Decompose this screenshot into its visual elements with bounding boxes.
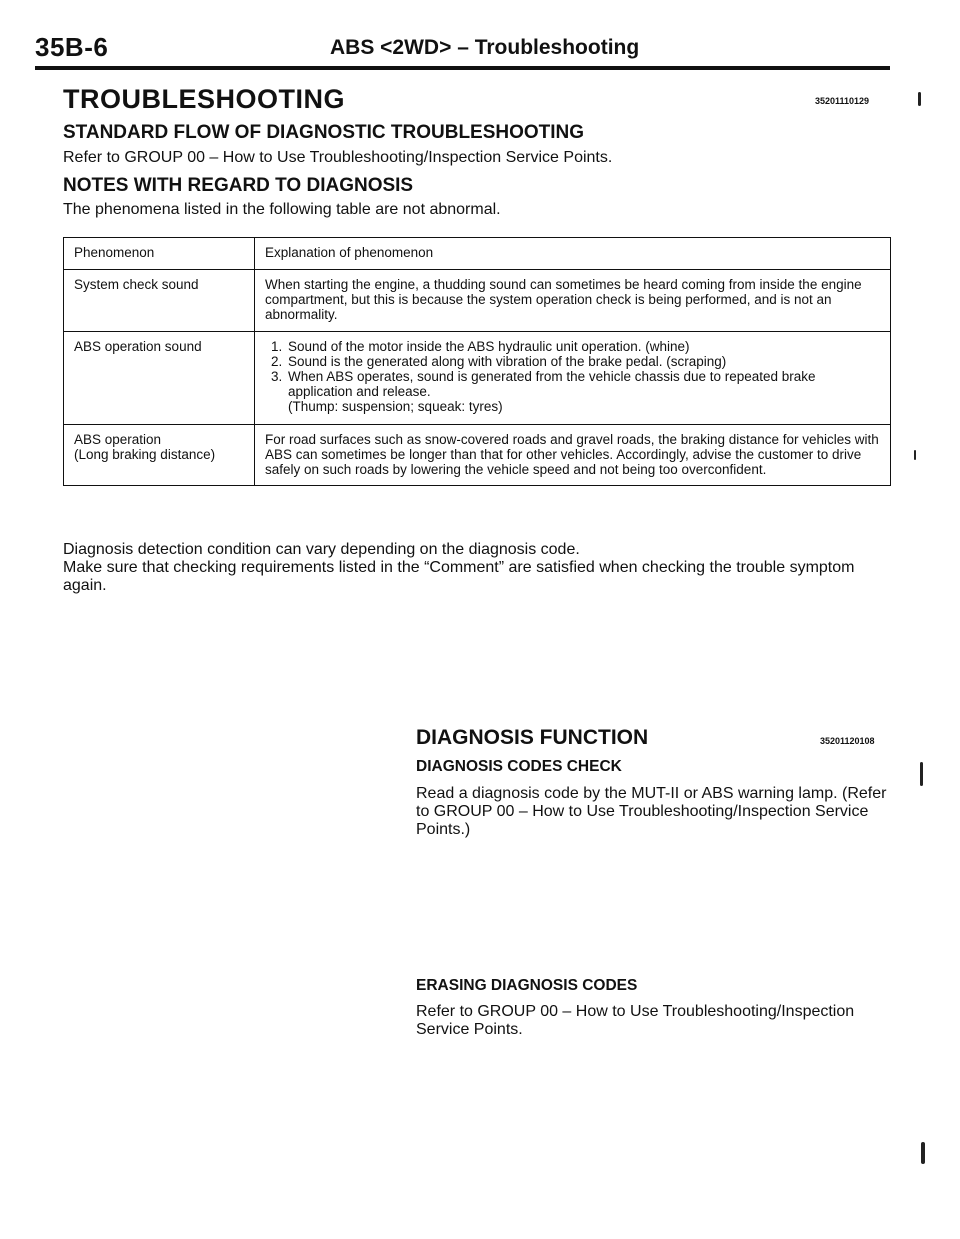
phenomena-table — [63, 237, 891, 486]
explanation-cell: For road surfaces such as snow-covered roads and gravel roads, the braking distance for vehicles with ABS can sometimes be longer than that for other vehicles. Accordingly, advise the customer to drive safely on such roads by lowering the vehicle speed and not being too overconfident. — [255, 425, 891, 486]
sound-sub-note: (Thump: suspension; squeak: tyres) — [288, 399, 503, 414]
margin-mark — [914, 450, 916, 460]
note-line: Make sure that checking requirements listed in the “Comment” are satisfied when checking the trouble symptom again. — [63, 559, 855, 594]
codes-check-heading: DIAGNOSIS CODES CHECK — [416, 758, 622, 775]
column-header-explanation: Explanation of phenomenon — [255, 238, 891, 270]
table-row — [64, 332, 891, 425]
after-table-notes — [63, 541, 893, 595]
erasing-heading: ERASING DIAGNOSIS CODES — [416, 977, 638, 994]
diagnosis-function-code: 35201120108 — [820, 736, 875, 746]
standard-flow-text: Refer to GROUP 00 – How to Use Troubleshooting/Inspection Service Points. — [63, 149, 613, 166]
page-header-title: ABS <2WD> – Troubleshooting — [330, 36, 640, 59]
phenomenon-line: ABS operation — [74, 432, 162, 447]
explanation-cell — [255, 332, 891, 425]
column-header-phenomenon: Phenomenon — [64, 238, 255, 270]
phenomenon-cell: System check sound — [64, 270, 255, 332]
erasing-text: Refer to GROUP 00 – How to Use Troubleshooting/Inspection Service Points. — [416, 1003, 855, 1038]
list-item: 3. When ABS operates, sound is generated from the vehicle chassis due to repeated brake application and release. — [286, 369, 882, 399]
notes-intro: The phenomena listed in the following table are not abnormal. — [63, 201, 501, 218]
section-code: 35B-6 — [35, 32, 109, 62]
notes-heading: NOTES WITH REGARD TO DIAGNOSIS — [63, 175, 414, 196]
standard-flow-heading: STANDARD FLOW OF DIAGNOSTIC TROUBLESHOOTING — [63, 122, 585, 143]
codes-check-text: Read a diagnosis code by the MUT-II or ABS warning lamp. (Refer to GROUP 00 – How to Use Troubleshooting/Inspection Service Points.) — [416, 785, 887, 838]
header-rule — [35, 66, 890, 70]
explanation-cell: When starting the engine, a thudding sound can sometimes be heard coming from inside the engine compartment, but this is because the system operation check is being performed, and is not an abnormality. — [255, 270, 891, 332]
note-line: Diagnosis detection condition can vary depending on the diagnosis code. — [63, 541, 580, 558]
margin-mark — [918, 92, 921, 106]
phenomenon-cell — [64, 425, 255, 486]
phenomenon-cell: ABS operation sound — [64, 332, 255, 425]
table-row — [64, 425, 891, 486]
margin-mark — [921, 1142, 925, 1164]
list-item: 2. Sound is the generated along with vibration of the brake pedal. (scraping) — [286, 354, 882, 369]
margin-mark — [920, 762, 923, 786]
troubleshooting-code: 35201110129 — [815, 96, 870, 106]
phenomenon-line: (Long braking distance) — [74, 447, 216, 462]
table-row — [64, 270, 891, 332]
diagnosis-function-heading: DIAGNOSIS FUNCTION — [416, 726, 649, 749]
table-header-row — [64, 238, 891, 270]
troubleshooting-heading: TROUBLESHOOTING — [63, 84, 345, 114]
list-item: 1. Sound of the motor inside the ABS hydraulic unit operation. (whine) — [286, 339, 882, 354]
sound-list — [265, 339, 882, 399]
